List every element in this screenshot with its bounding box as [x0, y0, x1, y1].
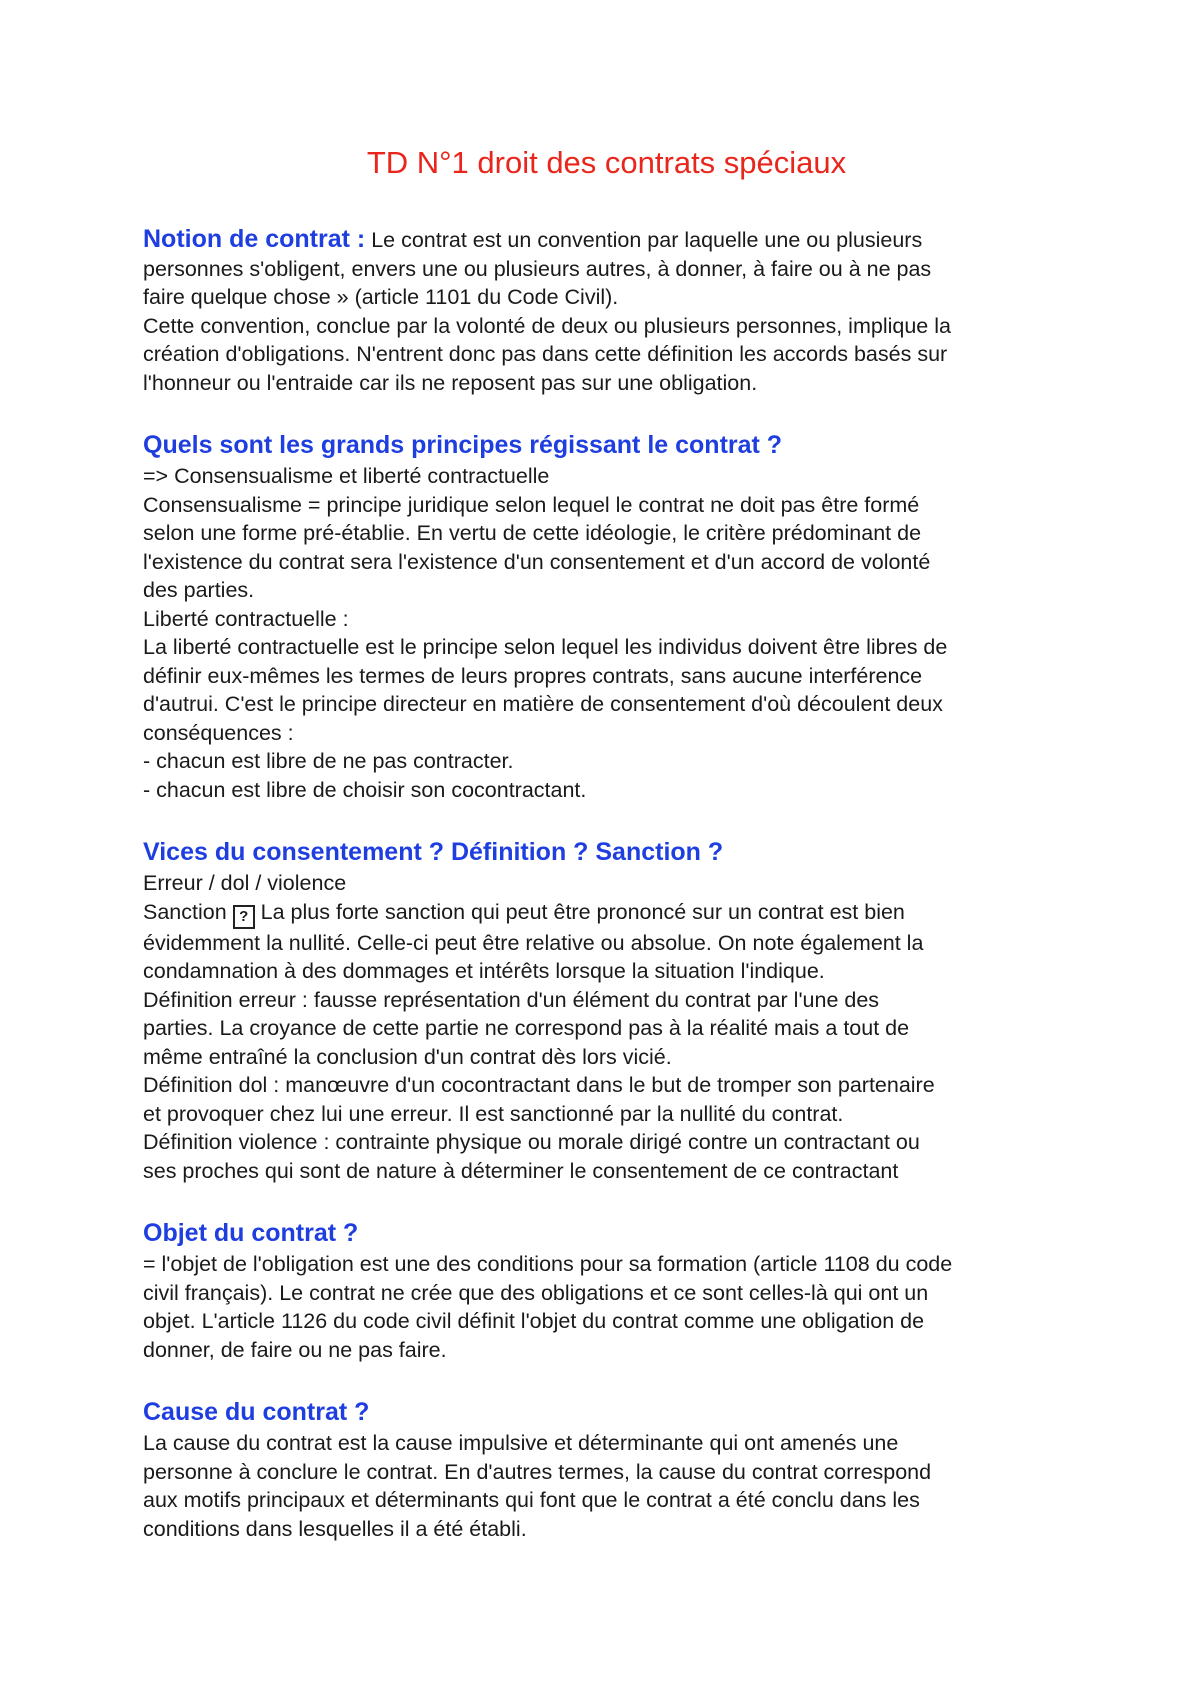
paragraph-line: aux motifs principaux et déterminants qui font que le contrat a été conclu dans les: [143, 1488, 920, 1512]
section-heading: Vices du consentement ? Définition ? Sanction ?: [143, 838, 724, 866]
paragraph-line: personnes s'obligent, envers une ou plusieurs autres, à donner, à faire ou à ne pas: [143, 256, 932, 281]
paragraph-line: définir eux-mêmes les termes de leurs propres contrats, sans aucune interférence: [143, 663, 923, 688]
document-title: TD N°1 droit des contrats spéciaux: [366, 145, 847, 180]
section-grands-principes: [143, 429, 1070, 804]
paragraph-line: et provoquer chez lui une erreur. Il est sanctionné par la nullité du contrat.: [143, 1101, 844, 1126]
section-heading: Cause du contrat ?: [143, 1398, 370, 1426]
paragraph-line: des parties.: [143, 578, 255, 602]
paragraph-line: conséquences :: [143, 720, 294, 745]
paragraph-line: Liberté contractuelle :: [143, 606, 349, 631]
sanction-label: Sanction: [143, 899, 227, 924]
section-vices-consentement: [143, 836, 1070, 1185]
inline-text: La plus forte sanction qui peut être prononcé sur un contrat est bien: [260, 899, 905, 924]
paragraph-line: Cette convention, conclue par la volonté de deux ou plusieurs personnes, implique la: [143, 313, 951, 338]
paragraph-line: Définition erreur : fausse représentation d'un élément du contrat par l'une des: [143, 987, 880, 1012]
paragraph-line: La liberté contractuelle est le principe selon lequel les individus doivent être libres de: [143, 635, 948, 659]
paragraph-line: l'honneur ou l'entraide car ils ne reposent pas sur une obligation.: [143, 370, 758, 395]
missing-glyph-icon: ?: [233, 905, 255, 929]
section-heading: Quels sont les grands principes régissant le contrat ?: [143, 431, 783, 459]
paragraph-line: - chacun est libre de ne pas contracter.: [143, 749, 514, 773]
paragraph-line: condamnation à des dommages et intérêts lorsque la situation l'indique.: [143, 959, 825, 983]
section-cause-contrat: [143, 1396, 1070, 1543]
paragraph-line: => Consensualisme et liberté contractuelle: [143, 464, 550, 488]
paragraph-line: donner, de faire ou ne pas faire.: [143, 1337, 447, 1362]
paragraph-line: faire quelque chose » (article 1101 du Code Civil).: [143, 285, 619, 309]
paragraph-line: création d'obligations. N'entrent donc pas dans cette définition les accords basés sur: [143, 342, 948, 366]
paragraph-line: - chacun est libre de choisir son cocontractant.: [143, 777, 587, 802]
inline-text: Le contrat est un convention par laquelle une ou plusieurs: [365, 228, 923, 252]
paragraph-line: ses proches qui sont de nature à déterminer le consentement de ce contractant: [143, 1158, 899, 1183]
paragraph-line: parties. La croyance de cette partie ne correspond pas à la réalité mais a tout de: [143, 1016, 910, 1040]
paragraph-line: Consensualisme = principe juridique selon lequel le contrat ne doit pas être formé: [143, 492, 920, 517]
section-heading: Objet du contrat ?: [143, 1219, 359, 1247]
section-notion-contrat: [143, 225, 1070, 397]
paragraph-line: Erreur / dol / violence: [143, 871, 347, 895]
paragraph-line: conditions dans lesquelles il a été établi.: [143, 1516, 527, 1541]
paragraph-line: selon une forme pré-établie. En vertu de cette idéologie, le critère prédominant de: [143, 521, 922, 545]
paragraph-line: [143, 225, 1070, 255]
paragraph-line: même entraîné la conclusion d'un contrat dès lors vicié.: [143, 1044, 672, 1069]
paragraph-line: [143, 898, 1070, 929]
paragraph-line: personne à conclure le contrat. En d'autres termes, la cause du contrat correspond: [143, 1459, 932, 1484]
section-objet-contrat: [143, 1217, 1070, 1364]
paragraph-line: Définition dol : manœuvre d'un cocontractant dans le but de tromper son partenaire: [143, 1073, 935, 1097]
paragraph-line: civil français). Le contrat ne crée que des obligations et ce sont celles-là qui ont un: [143, 1280, 929, 1305]
paragraph-line: objet. L'article 1126 du code civil définit l'objet du contrat comme une obligation de: [143, 1309, 925, 1333]
paragraph-line: d'autrui. C'est le principe directeur en matière de consentement d'où découlent deux: [143, 692, 943, 716]
paragraph-line: évidemment la nullité. Celle-ci peut être relative ou absolue. On note également la: [143, 930, 924, 955]
section-heading: Notion de contrat :: [143, 225, 366, 253]
paragraph-line: La cause du contrat est la cause impulsive et déterminante qui ont amenés une: [143, 1431, 899, 1455]
paragraph-line: Définition violence : contrainte physique ou morale dirigé contre un contractant ou: [143, 1130, 920, 1154]
paragraph-line: l'existence du contrat sera l'existence d'un consentement et d'un accord de volonté: [143, 549, 931, 574]
paragraph-line: = l'objet de l'obligation est une des conditions pour sa formation (article 1108 du code: [143, 1252, 953, 1276]
